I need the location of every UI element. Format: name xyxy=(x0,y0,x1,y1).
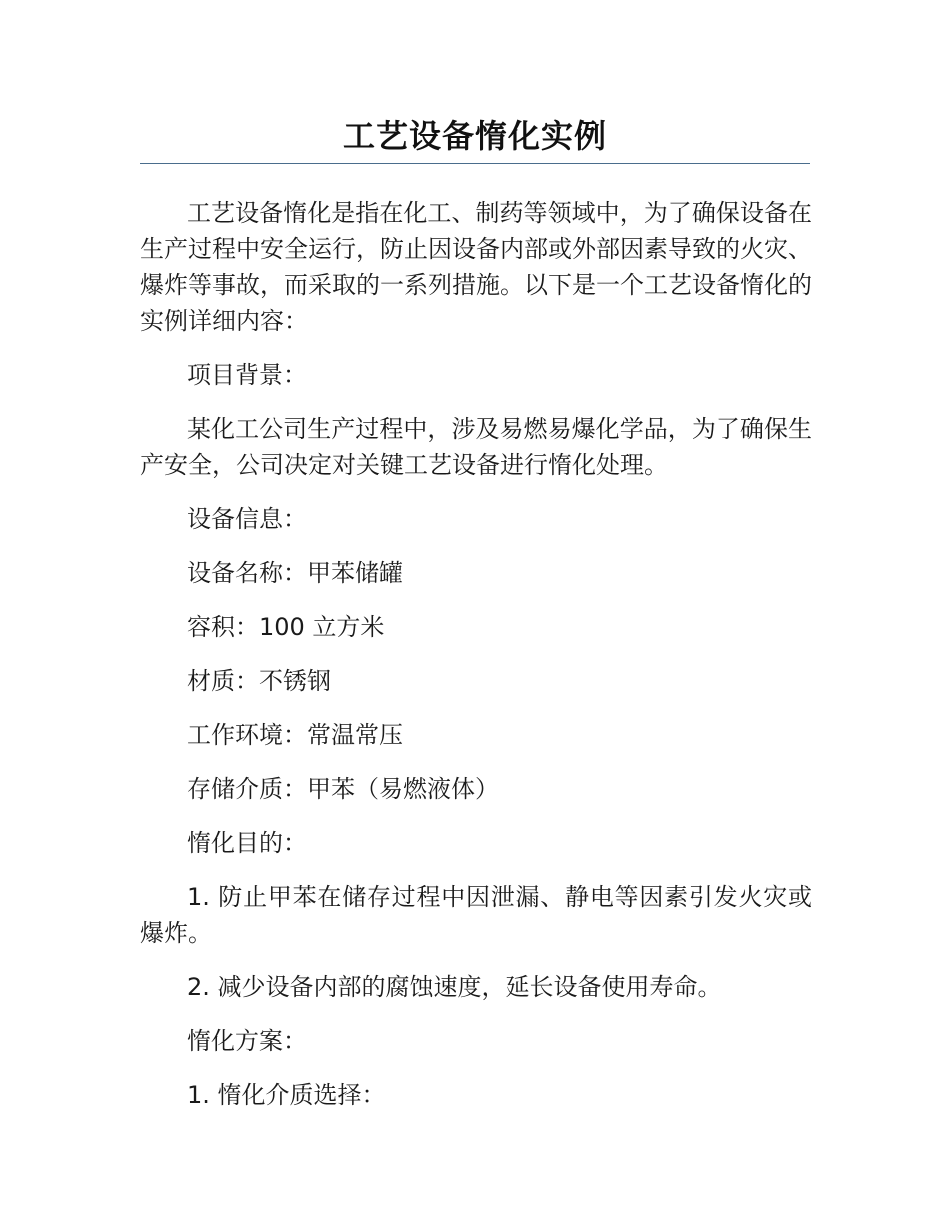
equipment-material: 材质：不锈钢 xyxy=(187,667,331,695)
purpose-item-2: 2. 减少设备内部的腐蚀速度，延长设备使用寿命。 xyxy=(187,973,722,1001)
background-paragraph: 某化工公司生产过程中，涉及易燃易爆化学品，为了确保生产安全，公司决定对关键工艺设备进行惰化处理。 xyxy=(140,415,812,479)
title-divider xyxy=(140,163,810,164)
equipment-medium: 存储介质：甲苯（易燃液体） xyxy=(187,775,499,803)
section-heading-plan: 惰化方案： xyxy=(187,1027,307,1055)
section-heading-background: 项目背景： xyxy=(187,361,307,389)
purpose-item-1: 1. 防止甲苯在储存过程中因泄漏、静电等因素引发火灾或爆炸。 xyxy=(140,883,812,947)
intro-paragraph: 工艺设备惰化是指在化工、制药等领域中，为了确保设备在生产过程中安全运行，防止因设备内部或外部因素导致的火灾、爆炸等事故，而采取的一系列措施。以下是一个工艺设备惰化的实例详细内容： xyxy=(140,199,812,335)
document-title: 工艺设备惰化实例 xyxy=(342,117,607,155)
equipment-name: 设备名称：甲苯储罐 xyxy=(187,559,403,587)
section-heading-equipment: 设备信息： xyxy=(187,505,307,533)
equipment-volume: 容积：100 立方米 xyxy=(187,613,385,641)
plan-item-1: 1. 惰化介质选择： xyxy=(187,1081,386,1109)
document-body xyxy=(140,195,812,1131)
equipment-environment: 工作环境：常温常压 xyxy=(187,721,403,749)
section-heading-purpose: 惰化目的： xyxy=(187,829,307,857)
